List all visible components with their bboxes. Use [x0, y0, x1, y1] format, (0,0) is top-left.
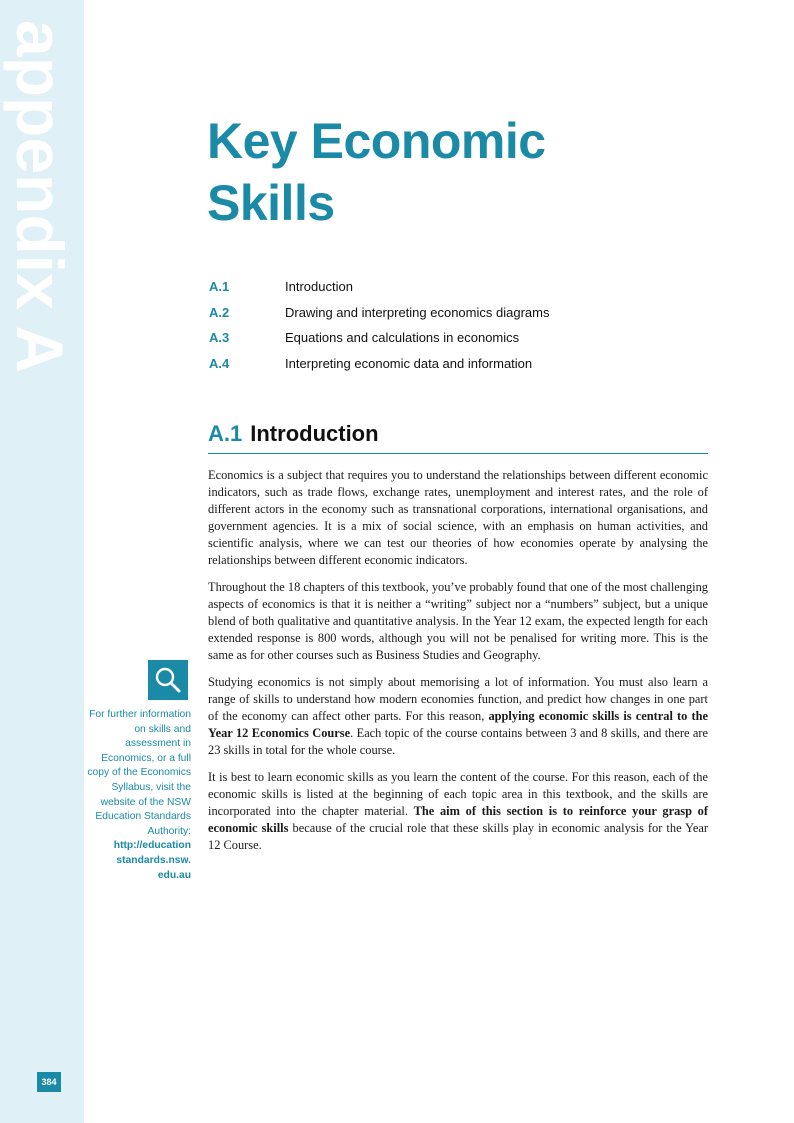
sidenote-link[interactable]: http://education standards.nsw. edu.au [113, 840, 191, 881]
magnifier-icon [148, 660, 188, 700]
toc-label: Interpreting economic data and information [285, 355, 533, 371]
paragraph-4 [208, 769, 708, 854]
toc-item-a4[interactable] [209, 351, 709, 377]
toc-label: Introduction [285, 279, 353, 295]
toc-label: Equations and calculations in economics [285, 330, 520, 346]
body-text [208, 467, 708, 864]
section-number: A.1 [208, 421, 243, 446]
section-title: Introduction [250, 421, 379, 446]
paragraph-4-emphasis: The aim of this section is to reinforce your grasp of economic skills [208, 804, 708, 835]
toc-number: A.4 [209, 355, 230, 371]
side-band [0, 0, 84, 1123]
paragraph-3 [208, 674, 708, 759]
vertical-title-wrap [0, 0, 84, 480]
toc-number: A.2 [209, 304, 230, 320]
paragraph-3-text-b: . Each topic of the course contains between 3 and 8 skills, and there are 23 skills in total for the whole course. [208, 726, 709, 757]
sidenote [86, 708, 191, 883]
toc-label: Drawing and interpreting economics diagrams [285, 304, 550, 320]
page-number: 384 [37, 1072, 61, 1092]
title-line-1: Key Economic [207, 113, 546, 169]
paragraph-2: Throughout the 18 chapters of this textbook, you’ve probably found that one of the most challenging aspects of economics is that it is neither a “writing” subject nor a “numbers” subject, but a unique blend of both qualitative and quantitative analysis. In the Year 12 exam, the expected length for each extended response is 800 words, although you will not be penalised for writing more. This is the same as for other courses such as Business Studies and Geography. [208, 580, 708, 662]
paragraph-4-text-a: It is best to learn economic skills as you learn the content of the course. For this reason, each of the economic skills is listed at the beginning of each topic area in this textbook, and the skills are incorporated into the chapter material. [208, 770, 708, 818]
paragraph-3-text-a: Studying economics is not simply about memorising a lot of information. You must also learn a range of skills to understand how modern economies function, and predict how changes in one part of the economy can affect other parts. For this reason, [208, 675, 708, 723]
toc-number: A.1 [209, 279, 230, 295]
sidenote-text: For further information on skills and assessment in Economics, or a full copy of the Economics Syllabus, visit the website of the NSW Education Standards Authority: [87, 709, 191, 837]
paragraph-3-emphasis: applying economic skills is central to the Year 12 Economics Course [208, 709, 708, 740]
toc-number: A.3 [209, 330, 230, 346]
toc-item-a3[interactable] [209, 325, 709, 351]
paragraph-1: Economics is a subject that requires you to understand the relationships between different economic indicators, such as trade flows, exchange rates, unemployment and interest rates, and the role of different actors in the economy such as transnational corporations, international organisations, and government agencies. It is a mix of social science, with an emphasis on human activities, and scientific analysis, where we can test our theories of how economies operate by analysing the relationships between different economic indicators. [208, 468, 708, 567]
table-of-contents [209, 274, 709, 376]
vertical-title: appendix A [3, 20, 77, 374]
paragraph-4-text-b: because of the crucial role that these skills play in economic analysis for the Year 12 Course. [208, 821, 708, 852]
toc-item-a1[interactable] [209, 274, 709, 300]
title-line-2: Skills [207, 175, 335, 231]
section-heading [208, 421, 708, 454]
page-title [207, 110, 546, 234]
toc-item-a2[interactable] [209, 300, 709, 326]
